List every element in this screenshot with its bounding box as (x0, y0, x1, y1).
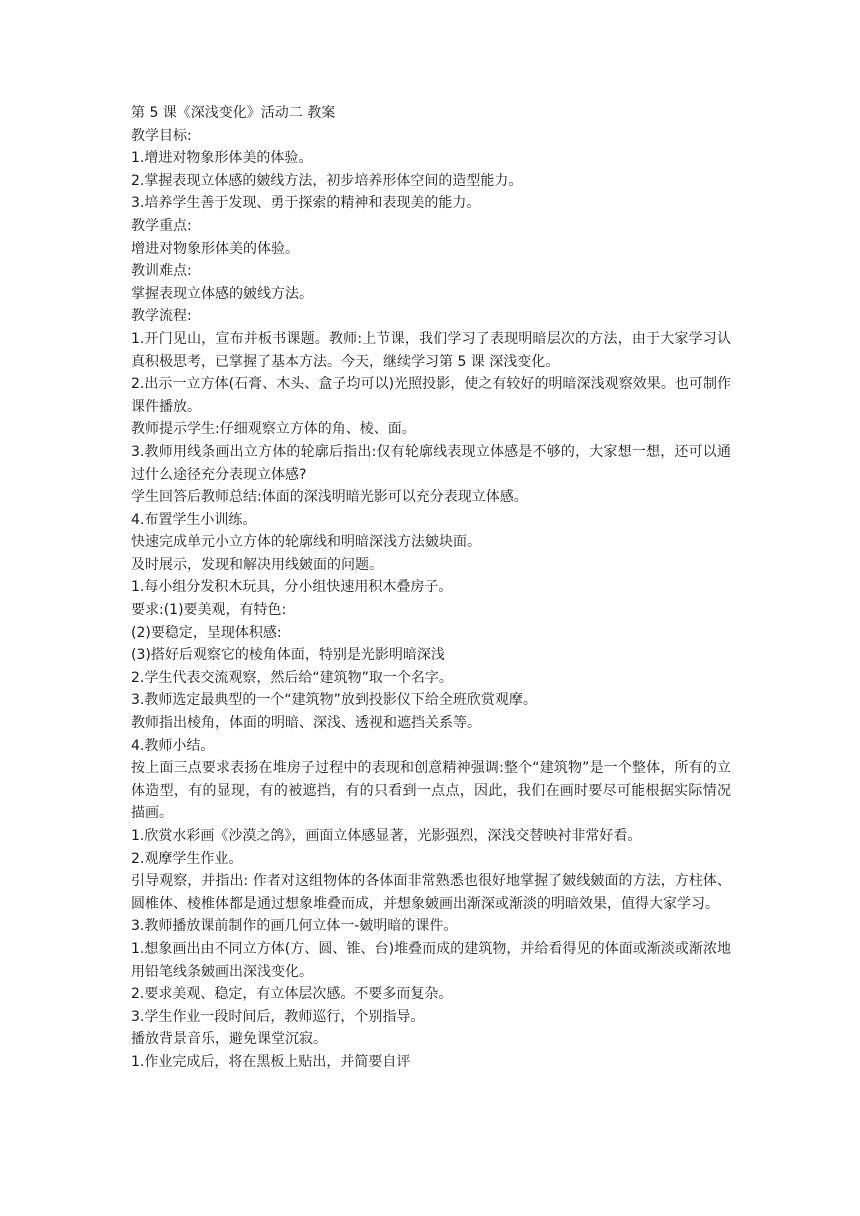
paragraph: 3.学生作业一段时间后，教师巡行，个别指导。 (131, 1008, 425, 1025)
paragraph: 按上面三点要求表扬在堆房子过程中的表现和创意精神强调:整个“建筑物”是一个整体，所有的立体造型，有的显现，有的被遮挡，有的只看到一点点，因此，我们在画时要尽可能根据实际情况描画。 (131, 760, 731, 822)
paragraph: 掌握表现立体感的皴线方法。 (131, 285, 313, 302)
paragraph: 及时展示，发现和解决用线皴面的问题。 (131, 556, 383, 573)
paragraph: 快速完成单元小立方体的轮廓线和明暗深浅方法皴块面。 (131, 534, 481, 551)
section-heading: 教学重点: (131, 217, 192, 234)
section-heading: 教训难点: (131, 263, 192, 280)
paragraph: 1.开门见山，宣布并板书课题。教师:上节课，我们学习了表现明暗层次的方法，由于大家学习认真积极思考，已掌握了基本方法。今天，继续学习第 5 课 深浅变化。 (131, 330, 731, 370)
paragraph: 4.教师小结。 (131, 737, 215, 754)
paragraph: (3)搭好后观察它的棱角体面，特别是光影明暗深浅 (131, 647, 445, 664)
paragraph: 1.每小组分发积木玩具，分小组快速用积木叠房子。 (131, 579, 453, 596)
section-heading: 教学流程: (131, 308, 192, 325)
paragraph: 2.出示一立方体(石膏、木头、盒子均可以)光照投影，使之有较好的明暗深浅观察效果。也可制作课件播放。 (131, 376, 731, 415)
paragraph: 学生回答后教师总结:体面的深浅明暗光影可以充分表现立体感。 (131, 489, 528, 506)
paragraph: 教师指出棱角，体面的明暗、深浅、透视和遮挡关系等。 (131, 715, 481, 732)
paragraph: 教师提示学生:仔细观察立方体的角、棱、面。 (131, 421, 416, 438)
paragraph: 播放背景音乐，避免课堂沉寂。 (131, 1031, 327, 1048)
paragraph: 3.教师用线条画出立方体的轮廓后指出:仅有轮廓线表现立体感是不够的，大家想一想，还可以通过什么途径充分表现立体感? (131, 443, 731, 483)
paragraph: 2.掌握表现立体感的皴线方法，初步培养形体空间的造型能力。 (131, 172, 523, 189)
paragraph: 引导观察，并指出: 作者对这组物体的各体面非常熟悉也很好地掌握了皴线皴面的方法，方柱体、圆椎体、棱椎体都是通过想象堆叠而成，并想象皴画出渐深或渐淡的明暗效果，值得大家学习。 (131, 873, 731, 912)
paragraph: 2.学生代表交流观察，然后给“建筑物”取一个名字。 (131, 669, 453, 686)
lesson-title: 第 5 课《深浅变化》活动二 教案 (131, 105, 336, 121)
paragraph: 增进对物象形体美的体验。 (131, 240, 299, 257)
section-heading: 教学目标: (131, 127, 192, 144)
paragraph: 3.教师播放课前制作的画几何立体一-皴明暗的课件。 (131, 918, 458, 935)
paragraph: 3.培养学生善于发现、勇于探索的精神和表现美的能力。 (131, 195, 481, 212)
document-body (131, 102, 731, 1074)
paragraph: 2.观摩学生作业。 (131, 850, 243, 867)
paragraph: 3.教师选定最典型的一个“建筑物”放到投影仪下给全班欣赏观摩。 (131, 692, 537, 709)
paragraph: 1.想象画出由不同立方体(方、圆、锥、台)堆叠而成的建筑物，并给看得见的体面或渐淡或渐浓地用铅笔线条皴画出深浅变化。 (131, 940, 731, 980)
paragraph: 1.作业完成后，将在黑板上贴出，并简要自评 (131, 1053, 411, 1070)
paragraph: (2)要稳定，呈现体积感: (131, 624, 282, 641)
paragraph: 1.欣赏水彩画《沙漠之鸽》，画面立体感显著，光影强烈，深浅交替映衬非常好看。 (131, 828, 642, 844)
paragraph: 2.要求美观、稳定，有立体层次感。不要多而复杂。 (131, 986, 453, 1003)
paragraph: 1.增进对物象形体美的体验。 (131, 150, 313, 167)
paragraph: 4.布置学生小训练。 (131, 511, 257, 528)
paragraph: 要求:(1)要美观，有特色: (131, 602, 287, 619)
